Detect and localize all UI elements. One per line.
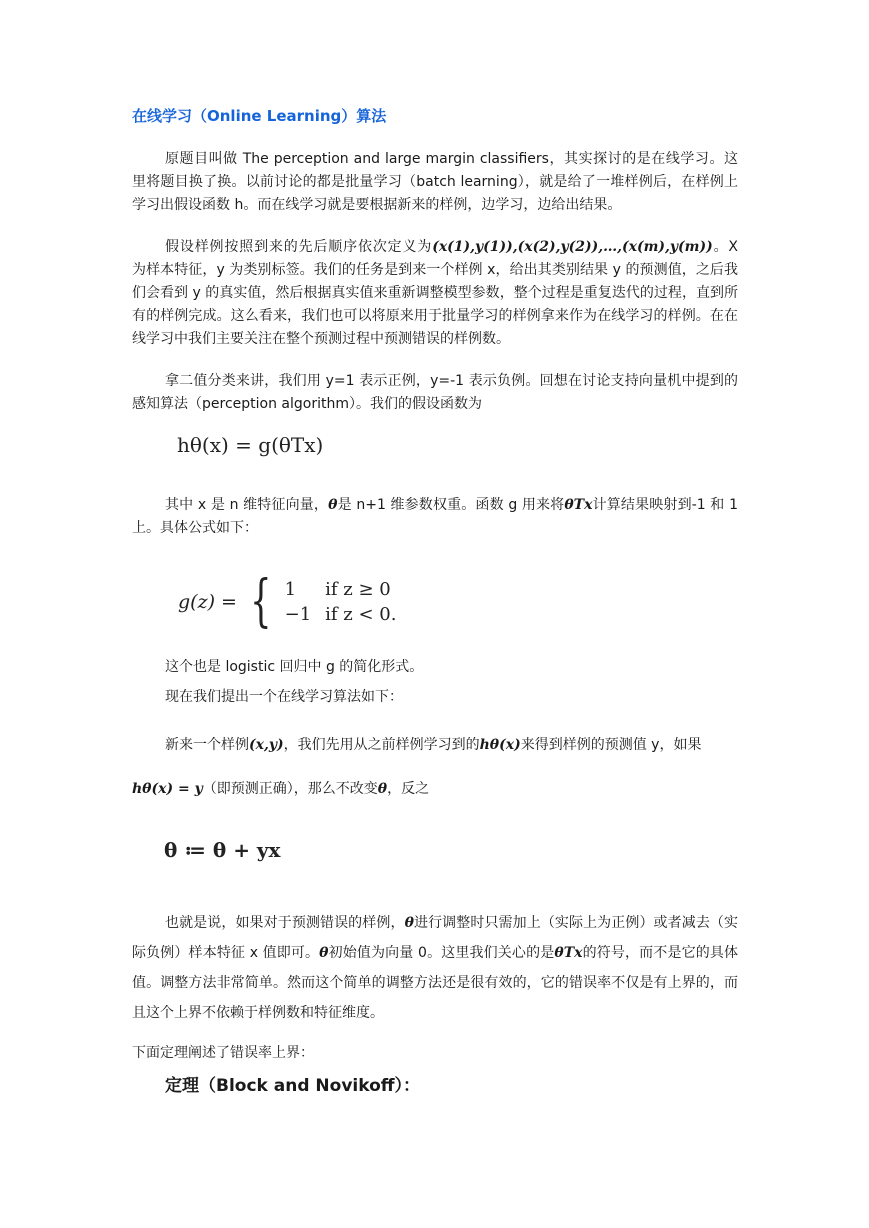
sign-function-cases <box>285 579 397 625</box>
case2-value: −1 <box>284 604 312 625</box>
paragraph-binary: 拿二值分类来讲，我们用 y=1 表示正例，y=-1 表示负例。回想在讨论支持向量机中提到的感知算法（perception algorithm）。我们的假设函数为 <box>132 373 738 412</box>
paragraph-adjustment <box>132 908 738 1028</box>
adjust-text-a: 也就是说，如果对于预测错误的样例， <box>165 915 405 931</box>
adjust-text-d: 的符号，而不是它的具体值。调整方法非常简单。然而这个简单的调整方法还是很有效的，它的错误率不仅是有上界的，而且这个上界不依赖于样例数和特征维度。 <box>132 945 739 1021</box>
samples-text-before: 假设样例按照到来的先后顺序依次定义为 <box>165 239 433 255</box>
paragraph-algorithm-intro: 现在我们提出一个在线学习算法如下： <box>165 689 403 705</box>
theta-symbol-2: θ <box>377 781 388 797</box>
case1-value: 1 <box>284 579 297 600</box>
adjust-text-c: 初始值为向量 0。这里我们关心的是 <box>328 945 555 961</box>
correct-text-a: （即预测正确），那么不改变 <box>202 781 378 797</box>
left-brace-icon: { <box>250 569 272 634</box>
paragraph-samples <box>132 236 738 351</box>
new-sample-text-b: ，我们先用从之前样例学习到的 <box>283 737 480 753</box>
paragraph-features <box>132 494 738 540</box>
paragraph-new-sample <box>165 734 738 757</box>
case1-condition: if z ≥ 0 <box>325 579 391 600</box>
features-text-a: 其中 x 是 n 维特征向量， <box>165 497 329 513</box>
case2-condition: if z < 0. <box>325 604 397 625</box>
theta-symbol: θ <box>328 497 338 513</box>
paragraph-intro: 原题目叫做 The perception and large margin classifiers，其实探讨的是在线学习。这里将题目换了换。以前讨论的都是批量学习（batch learning），就是给了一堆样例后，在样例上学习出假设函数 h。而在线学习就是要根据新来的样例，边学习，边给出结果。 <box>132 151 738 213</box>
article-title: 在线学习（Online Learning）算法 <box>132 107 387 125</box>
formula-hypothesis: hθ(x) = g(θTx) <box>177 433 324 457</box>
xy-pair-math: (x,y) <box>249 737 284 753</box>
features-text-b: 是 n+1 维参数权重。函数 g 用来将 <box>337 497 565 513</box>
samples-sequence-math: (x(1),y(1)),(x(2),y(2)),…,(x(m),y(m)) <box>432 239 713 255</box>
theorem-heading: 定理（Block and Novikoff）： <box>165 1076 421 1096</box>
features-text-c: 计算结果映射到-1 和 1 上。具体公式如下： <box>132 497 738 536</box>
paragraph-logistic: 这个也是 logistic 回归中 g 的简化形式。 <box>165 659 424 675</box>
paragraph-correct-prediction <box>132 778 738 801</box>
h-equals-y-math: hθ(x) = y <box>132 781 203 797</box>
h-theta-math: hθ(x) <box>479 737 521 753</box>
theta-t-x-math: θTx <box>564 497 593 513</box>
paragraph-theorem-intro: 下面定理阐述了错误率上界： <box>132 1045 314 1061</box>
correct-text-b: ，反之 <box>387 781 430 797</box>
new-sample-text-c: 来得到样例的预测值 y，如果 <box>520 737 702 753</box>
new-sample-text-a: 新来一个样例 <box>165 737 249 753</box>
theta-t-x-math-2: θTx <box>554 945 583 961</box>
sign-function-lhs: g(z) = <box>178 591 237 613</box>
theta-symbol-3: θ <box>404 915 414 931</box>
formula-sign-function <box>178 569 397 634</box>
theta-symbol-4: θ <box>319 945 329 961</box>
formula-update-rule: θ ≔ θ + yx <box>164 838 281 862</box>
adjust-text-b: 进行调整时只需加上（实际上为正例）或者减去（实际负例）样本特征 x 值即可。 <box>132 915 739 961</box>
samples-text-after: 。X 为样本特征，y 为类别标签。我们的任务是到来一个样例 x，给出其类别结果 y 的预测值，之后我们会看到 y 的真实值，然后根据真实值来重新调整模型参数，整个过程是重复迭代的过程，直到所有的样例完成。这么看来，我们也可以将原来用于批量学习的样例拿来作为在线学习的样例。在在线学习中我们主要关注在整个预测过程中预测错误的样例数。 <box>132 239 738 347</box>
